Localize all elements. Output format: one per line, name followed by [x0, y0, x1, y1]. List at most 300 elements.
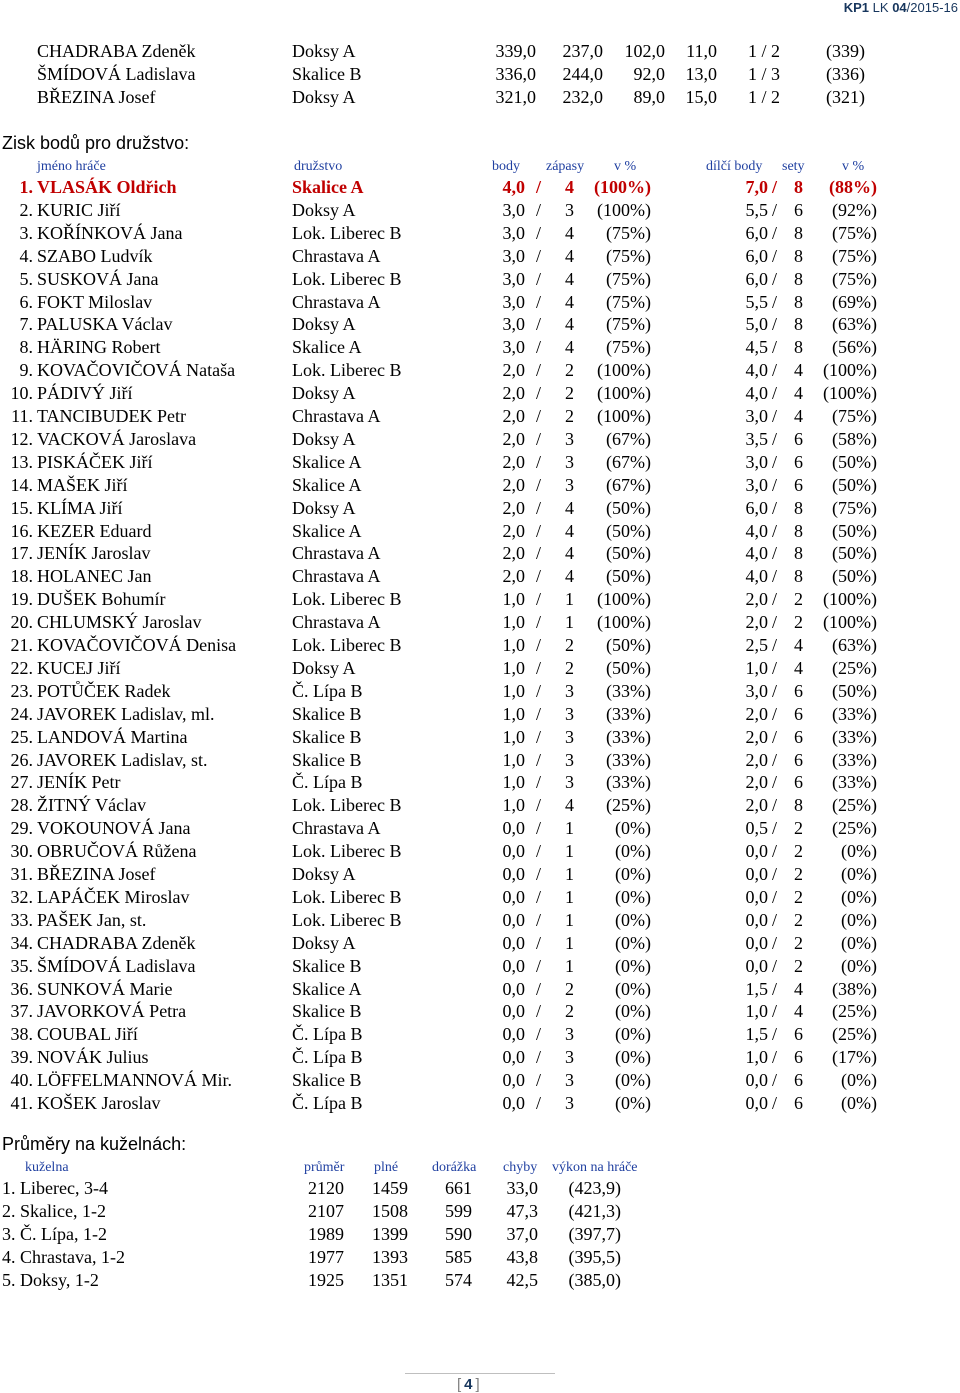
team-name: Skalice B	[292, 1001, 362, 1022]
table-row	[0, 1069, 960, 1092]
slash: /	[536, 680, 542, 701]
matches-value: 4	[565, 222, 574, 243]
team-name: Skalice B	[292, 703, 362, 724]
slash: /	[772, 680, 778, 701]
rank: 25.	[10, 726, 33, 747]
sets-pct-value: (25%)	[832, 657, 877, 678]
sub-points-value: 0,0	[745, 955, 768, 976]
table-row	[0, 1246, 960, 1269]
sets-value: 8	[794, 245, 803, 266]
sets-pct-value: (63%)	[832, 635, 877, 655]
team-name: Lok. Liberec B	[292, 909, 402, 930]
sets-pct-value: (33%)	[832, 772, 877, 793]
sub-points-value: 6,0	[745, 245, 768, 266]
top-result-row	[0, 63, 960, 86]
player-name: ŠMÍDOVÁ Ladislava	[37, 955, 196, 976]
rank: 27.	[10, 772, 33, 793]
points-column-headers	[0, 157, 960, 177]
rank: 10.	[10, 383, 33, 404]
rank: 16.	[10, 520, 33, 541]
points-value: 0,0	[502, 1001, 525, 1022]
points-value: 0,0	[502, 864, 525, 884]
alley-name: 2. Skalice, 1-2	[2, 1200, 106, 1221]
team-name: Doksy A	[292, 657, 356, 678]
rank: 9.	[19, 360, 33, 381]
slash: /	[536, 589, 542, 610]
pct-value: (100%)	[597, 612, 651, 633]
team-name: Doksy A	[292, 41, 356, 61]
slash: /	[772, 520, 778, 541]
pct-value: (0%)	[615, 1070, 651, 1091]
slash: /	[772, 909, 778, 930]
slash: /	[536, 222, 542, 243]
sets-pct-value: (58%)	[832, 428, 877, 449]
rank: 39.	[10, 1047, 33, 1068]
rank: 7.	[19, 314, 33, 335]
sets-value: 1 / 2	[748, 41, 781, 61]
team-name: Lok. Liberec B	[292, 222, 402, 243]
sub-points-value: 6,0	[745, 222, 768, 243]
footer-divider	[405, 1373, 555, 1374]
col-clear: dorážka	[432, 1160, 477, 1175]
pct-value: (0%)	[615, 886, 651, 907]
total-value: 336,0	[495, 64, 536, 84]
player-name: JAVORKOVÁ Petra	[37, 1001, 187, 1022]
matches-value: 3	[565, 772, 574, 793]
matches-value: 3	[565, 749, 574, 770]
player-name: JENÍK Petr	[37, 772, 121, 793]
perf-value: (421,3)	[568, 1200, 621, 1221]
full-value: 232,0	[562, 87, 603, 107]
pct-value: (33%)	[606, 772, 651, 793]
team-name: Doksy A	[292, 497, 356, 518]
sets-value: 6	[794, 474, 803, 495]
rank: 35.	[10, 955, 33, 976]
clear-value: 585	[445, 1246, 472, 1267]
table-row	[0, 336, 960, 359]
slash: /	[772, 841, 778, 862]
rank: 33.	[10, 909, 33, 930]
rank: 13.	[10, 451, 33, 472]
full-value: 237,0	[562, 41, 603, 61]
slash: /	[536, 360, 542, 381]
col-team: družstvo	[294, 159, 343, 174]
sets-value: 2	[794, 864, 803, 884]
sets-value: 4	[794, 1001, 803, 1022]
sets-value: 8	[794, 177, 803, 197]
sets-pct-value: (25%)	[832, 1001, 877, 1022]
slash: /	[536, 841, 542, 862]
matches-value: 1	[565, 589, 574, 610]
sets-pct-value: (38%)	[832, 978, 877, 999]
pct-value: (0%)	[615, 1001, 651, 1022]
matches-value: 3	[565, 199, 574, 220]
sets-value: 1 / 3	[748, 64, 781, 84]
sets-value: 4	[794, 406, 803, 426]
rank: 6.	[19, 291, 33, 312]
table-row	[0, 1177, 960, 1200]
table-row	[0, 359, 960, 382]
sub-points-value: 3,5	[745, 428, 768, 449]
points-value: 2,0	[502, 543, 525, 564]
matches-value: 1	[565, 932, 574, 953]
table-row	[0, 1092, 960, 1115]
points-value: 0,0	[502, 1047, 525, 1068]
slash: /	[536, 451, 542, 472]
player-name: KLÍMA Jiří	[37, 497, 123, 518]
sets-value: 6	[794, 1093, 803, 1113]
sets-value: 6	[794, 451, 803, 472]
slash: /	[772, 795, 778, 816]
sets-value: 4	[794, 978, 803, 999]
rank: 19.	[10, 589, 33, 610]
matches-value: 3	[565, 474, 574, 495]
sets-pct-value: (0%)	[841, 955, 877, 976]
perf-value: (397,7)	[568, 1223, 621, 1244]
pct-value: (50%)	[606, 566, 651, 587]
pct-value: (50%)	[606, 543, 651, 564]
sub-points-value: 6,0	[745, 497, 768, 518]
slash: /	[536, 1001, 542, 1022]
slash: /	[772, 864, 778, 884]
total-value: 321,0	[495, 87, 536, 107]
sets-pct-value: (0%)	[841, 1070, 877, 1091]
player-name: PALUSKA Václav	[37, 314, 173, 335]
sets-value: 8	[794, 543, 803, 564]
sets-value: 6	[794, 1047, 803, 1068]
slash: /	[536, 245, 542, 266]
slash: /	[536, 543, 542, 564]
sub-points-value: 4,0	[745, 360, 768, 381]
avg-value: 1989	[308, 1223, 344, 1244]
sub-points-value: 0,0	[745, 841, 768, 862]
slash: /	[536, 1024, 542, 1045]
slash: /	[536, 268, 542, 289]
table-row	[0, 428, 960, 451]
team-name: Lok. Liberec B	[292, 360, 402, 381]
slash: /	[772, 955, 778, 976]
team-name: Lok. Liberec B	[292, 589, 402, 610]
slash: /	[772, 428, 778, 449]
rank: 1.	[19, 177, 33, 197]
slash: /	[536, 474, 542, 495]
table-row	[0, 978, 960, 1001]
rank: 36.	[10, 978, 33, 999]
slash: /	[536, 749, 542, 770]
table-row	[0, 451, 960, 474]
sets-value: 6	[794, 199, 803, 220]
points-value: 2,0	[502, 383, 525, 404]
full-value: 1459	[372, 1178, 408, 1198]
slash: /	[536, 199, 542, 220]
sets-value: 6	[794, 726, 803, 747]
slash: /	[772, 932, 778, 953]
matches-value: 2	[565, 635, 574, 655]
team-name: Skalice A	[292, 474, 362, 495]
sets-pct-value: (75%)	[832, 245, 877, 266]
pct-value: (50%)	[606, 657, 651, 678]
sets-pct-value: (0%)	[841, 909, 877, 930]
pct-value: (0%)	[615, 978, 651, 999]
matches-value: 4	[565, 291, 574, 312]
matches-value: 3	[565, 1070, 574, 1091]
pct-value: (50%)	[606, 497, 651, 518]
team-name: Chrastava A	[292, 245, 381, 266]
team-name: Doksy A	[292, 314, 356, 335]
col-sub-points: dílčí body	[706, 159, 763, 174]
slash: /	[772, 222, 778, 243]
team-name: Lok. Liberec B	[292, 635, 402, 655]
rank: 29.	[10, 818, 33, 839]
page-number	[457, 1376, 480, 1393]
points-value: 4,0	[502, 177, 525, 197]
player-name: DUŠEK Bohumír	[37, 589, 166, 610]
clear-value: 92,0	[633, 64, 665, 84]
player-name: JAVOREK Ladislav, st.	[37, 749, 208, 770]
player-name: POTŮČEK Radek	[37, 680, 171, 701]
slash: /	[536, 955, 542, 976]
sets-value: 2	[794, 589, 803, 610]
table-row	[0, 817, 960, 840]
table-row	[0, 199, 960, 222]
pct-value: (75%)	[606, 222, 651, 243]
slash: /	[536, 314, 542, 335]
sets-pct-value: (75%)	[832, 497, 877, 518]
points-value: 1,0	[502, 680, 525, 701]
rank: 21.	[10, 635, 33, 655]
sets-pct-value: (33%)	[832, 749, 877, 770]
sub-points-value: 2,0	[745, 749, 768, 770]
alley-name: 3. Č. Lípa, 1-2	[2, 1223, 107, 1244]
sub-points-value: 6,0	[745, 268, 768, 289]
points-value: 2,0	[502, 520, 525, 541]
rank: 12.	[10, 428, 33, 449]
averages-column-headers	[0, 1158, 960, 1178]
player-name: MAŠEK Jiří	[37, 474, 128, 495]
sets-value: 6	[794, 1070, 803, 1091]
points-value: 1,0	[502, 589, 525, 610]
page-number-value: 4	[464, 1376, 473, 1393]
sets-value: 1 / 2	[748, 87, 781, 107]
sets-pct-value: (0%)	[841, 932, 877, 953]
col-pct2: v %	[842, 159, 865, 174]
sub-points-value: 3,0	[745, 451, 768, 472]
rank: 28.	[10, 795, 33, 816]
matches-value: 2	[565, 1001, 574, 1022]
rank: 20.	[10, 612, 33, 633]
table-row	[0, 542, 960, 565]
slash: /	[772, 1047, 778, 1068]
table-row	[0, 726, 960, 749]
sub-points-value: 0,0	[745, 886, 768, 907]
sub-points-value: 0,0	[745, 932, 768, 953]
slash: /	[772, 360, 778, 381]
perf-value: (395,5)	[568, 1246, 621, 1267]
slash: /	[772, 749, 778, 770]
sets-pct-value: (75%)	[832, 222, 877, 243]
slash: /	[536, 1070, 542, 1091]
slash: /	[536, 291, 542, 312]
rank: 24.	[10, 703, 33, 724]
pct-value: (100%)	[597, 199, 651, 220]
team-name: Skalice B	[292, 64, 362, 84]
sub-points-value: 3,0	[745, 474, 768, 495]
page-bracket-open: [	[457, 1376, 462, 1393]
rank: 3.	[19, 222, 33, 243]
rank: 34.	[10, 932, 33, 953]
matches-value: 4	[565, 268, 574, 289]
sets-pct-value: (33%)	[832, 703, 877, 724]
slash: /	[772, 818, 778, 839]
matches-value: 1	[565, 841, 574, 862]
team-name: Chrastava A	[292, 291, 381, 312]
team-name: Chrastava A	[292, 543, 381, 564]
rank: 37.	[10, 1001, 33, 1022]
sets-value: 2	[794, 612, 803, 633]
pct-value: (100%)	[597, 406, 651, 426]
player-name: KOŘÍNKOVÁ Jana	[37, 222, 183, 243]
points-section-title: Zisk bodů pro družstvo:	[2, 133, 190, 153]
points-value: 0,0	[502, 841, 525, 862]
player-name: VOKOUNOVÁ Jana	[37, 818, 191, 839]
top-result-row	[0, 86, 960, 109]
rank: 11.	[11, 406, 33, 426]
table-row	[0, 794, 960, 817]
points-value: 1,0	[502, 703, 525, 724]
matches-value: 3	[565, 428, 574, 449]
slash: /	[536, 337, 542, 358]
col-name: jméno hráče	[37, 159, 106, 174]
player-name: LANDOVÁ Martina	[37, 726, 188, 747]
rank: 30.	[10, 841, 33, 862]
points-value: 0,0	[502, 932, 525, 953]
sub-points-value: 1,0	[745, 1047, 768, 1068]
table-row	[0, 955, 960, 978]
team-name: Č. Lípa B	[292, 1024, 363, 1045]
sets-value: 6	[794, 680, 803, 701]
player-name: BŘEZINA Josef	[37, 87, 156, 107]
sub-points-value: 3,0	[745, 406, 768, 426]
sub-points-value: 5,0	[745, 314, 768, 335]
points-value: 3,0	[502, 222, 525, 243]
points-value: 3,0	[502, 291, 525, 312]
slash: /	[536, 932, 542, 953]
player-name: OBRUČOVÁ Růžena	[37, 841, 197, 862]
player-name: LÖFFELMANNOVÁ Mir.	[37, 1070, 233, 1091]
table-row	[0, 588, 960, 611]
points-value: 1,0	[502, 772, 525, 793]
miss-value: 43,8	[506, 1246, 538, 1267]
slash: /	[772, 268, 778, 289]
miss-value: 42,5	[506, 1269, 538, 1290]
total-value: 339,0	[495, 41, 536, 61]
team-name: Doksy A	[292, 864, 356, 884]
header-code: KP1	[843, 0, 870, 15]
sets-value: 4	[794, 383, 803, 404]
pct-value: (75%)	[606, 314, 651, 335]
sets-pct-value: (0%)	[841, 886, 877, 907]
matches-value: 3	[565, 726, 574, 747]
team-name: Chrastava A	[292, 612, 381, 633]
sets-pct-value: (50%)	[832, 680, 877, 701]
team-name: Doksy A	[292, 383, 356, 404]
points-value: 1,0	[502, 795, 525, 816]
rank: 31.	[10, 864, 33, 884]
pct-value: (0%)	[615, 864, 651, 884]
avg-value: 1977	[308, 1246, 344, 1267]
slash: /	[536, 635, 542, 655]
team-name: Skalice A	[292, 337, 362, 358]
perf-value: (423,9)	[568, 1178, 621, 1198]
matches-value: 3	[565, 703, 574, 724]
sets-pct-value: (25%)	[832, 1024, 877, 1045]
miss-value: 33,0	[506, 1178, 538, 1198]
team-name: Lok. Liberec B	[292, 268, 402, 289]
slash: /	[772, 978, 778, 999]
prev-value: (336)	[826, 64, 865, 84]
pct-value: (100%)	[594, 177, 651, 197]
slash: /	[536, 406, 542, 426]
table-row	[0, 405, 960, 428]
pct-value: (33%)	[606, 726, 651, 747]
pct-value: (25%)	[606, 795, 651, 816]
col-perf: výkon na hráče	[552, 1160, 638, 1175]
sub-points-value: 2,0	[745, 726, 768, 747]
sets-pct-value: (17%)	[832, 1047, 877, 1068]
team-name: Lok. Liberec B	[292, 795, 402, 816]
sub-points-value: 2,0	[745, 589, 768, 610]
points-value: 1,0	[502, 726, 525, 747]
pct-value: (0%)	[615, 1093, 651, 1113]
sub-points-value: 2,5	[745, 635, 768, 655]
pct-value: (75%)	[606, 245, 651, 266]
player-name: KOŠEK Jaroslav	[37, 1093, 161, 1113]
table-row	[0, 222, 960, 245]
rank: 41.	[10, 1093, 33, 1113]
header-season: /2015-16	[906, 0, 958, 15]
pct-value: (0%)	[615, 932, 651, 953]
sets-pct-value: (0%)	[841, 864, 877, 884]
points-value: 2,0	[502, 497, 525, 518]
table-row	[0, 382, 960, 405]
table-row	[0, 1269, 960, 1292]
points-value: 2,0	[502, 428, 525, 449]
team-name: Doksy A	[292, 932, 356, 953]
player-name: KOVAČOVIČOVÁ Denisa	[37, 635, 237, 655]
table-row	[0, 771, 960, 794]
table-row	[0, 1200, 960, 1223]
points-value: 2,0	[502, 474, 525, 495]
slash: /	[536, 612, 542, 633]
team-name: Č. Lípa B	[292, 680, 363, 701]
table-row	[0, 268, 960, 291]
team-name: Doksy A	[292, 87, 356, 107]
table-row	[0, 909, 960, 932]
page-header	[844, 0, 958, 15]
matches-value: 4	[565, 245, 574, 266]
sets-pct-value: (100%)	[823, 589, 877, 610]
team-name: Skalice B	[292, 749, 362, 770]
player-name: BŘEZINA Josef	[37, 864, 156, 884]
team-name: Skalice A	[292, 177, 364, 197]
pct-value: (33%)	[606, 703, 651, 724]
rank: 4.	[19, 245, 33, 266]
sub-points-value: 5,5	[745, 199, 768, 220]
miss-value: 47,3	[506, 1200, 538, 1221]
pct-value: (67%)	[606, 428, 651, 449]
sets-value: 4	[794, 360, 803, 381]
points-value: 1,0	[502, 749, 525, 770]
